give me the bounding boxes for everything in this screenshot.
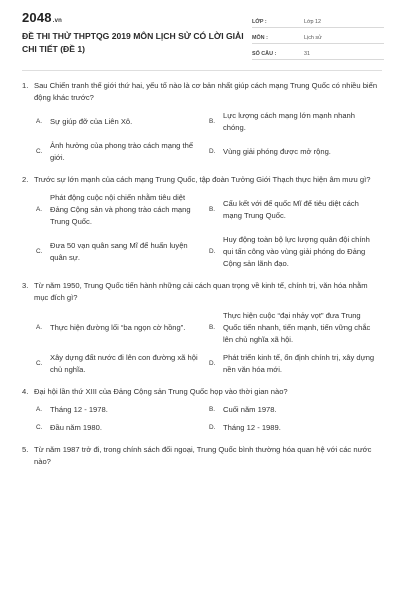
meta-row-class [252, 12, 384, 28]
option-text: Cấu kết với đế quốc Mĩ để tiêu diệt cách mạng Trung Quốc. [223, 199, 359, 220]
option-text: Tháng 12 - 1989. [223, 423, 281, 432]
option-letter: D. [209, 360, 216, 367]
logo-sub: .vn [52, 18, 63, 24]
option-text: Ảnh hưởng của phong trào cách mạng thế giới. [50, 141, 194, 162]
option-text: Huy động toàn bộ lực lượng quân đội chính qui tấn công vào vùng giải phóng do Đảng Cộng sản lãnh đạo. [223, 235, 370, 268]
option-letter: B. [209, 324, 216, 331]
meta-value: Lịch sử [304, 35, 322, 41]
option-text: Phát động cuộc nội chiến nhằm tiêu diệt Đảng Cộng sản và phong trào cách mạng Trung Quốc. [50, 193, 191, 226]
option-d[interactable] [209, 234, 382, 270]
option-d[interactable] [209, 352, 382, 376]
meta-row-subject [252, 28, 384, 44]
option-letter: A. [36, 206, 43, 213]
logo-main: 2048 [22, 10, 52, 25]
option-a[interactable] [36, 310, 209, 346]
document-title: ĐỀ THI THỬ THPTQG 2019 MÔN LỊCH SỬ CÓ LỜI GIẢI CHI TIẾT (ĐỀ 1) [22, 31, 244, 54]
question-text: Từ năm 1987 trở đi, trong chính sách đối ngoại, Trung Quốc bình thường hóa quan hệ với các nước nào? [34, 445, 372, 466]
site-logo[interactable] [22, 10, 62, 25]
option-b[interactable] [209, 404, 382, 416]
option-d[interactable] [209, 140, 382, 164]
option-text: Vùng giải phóng được mở rộng. [223, 147, 331, 156]
option-text: Đưa 50 vạn quân sang Mĩ để huấn luyện quân sự. [50, 241, 188, 262]
question-4 [22, 386, 382, 434]
question-number: 5. [22, 445, 29, 454]
option-letter: C. [36, 424, 43, 431]
option-b[interactable] [209, 110, 382, 134]
option-letter: A. [36, 118, 43, 125]
question-text: Đại hội lần thứ XIII của Đảng Cộng sản Trung Quốc họp vào thời gian nào? [34, 387, 288, 396]
question-number: 1. [22, 81, 29, 90]
meta-table [252, 12, 384, 60]
header-divider [22, 70, 382, 71]
option-a[interactable] [36, 192, 209, 228]
option-letter: C. [36, 148, 43, 155]
option-text: Phát triển kinh tế, ổn định chính trị, xây dựng nền văn hóa mới. [223, 353, 375, 374]
option-text: Lực lượng cách mạng lớn mạnh nhanh chóng. [223, 111, 355, 132]
option-letter: A. [36, 406, 43, 413]
question-text: Từ năm 1950, Trung Quốc tiến hành những cải cách quan trọng về kinh tế, chính trị, văn hóa nhằm mục đích gì? [34, 281, 368, 302]
option-text: Xây dựng đất nước đi lên con đường xã hội chủ nghĩa. [50, 353, 198, 374]
question-1 [22, 80, 382, 164]
option-letter: C. [36, 248, 43, 255]
meta-key: LỚP : [252, 19, 267, 25]
option-a[interactable] [36, 404, 209, 416]
option-d[interactable] [209, 422, 382, 434]
question-3 [22, 280, 382, 376]
question-2 [22, 174, 382, 270]
meta-value: Lớp 12 [304, 19, 322, 25]
option-c[interactable] [36, 140, 209, 164]
question-text: Sau Chiến tranh thế giới thứ hai, yếu tố nào là cơ bản nhất giúp cách mạng Trung Quốc có nhiều biến động khác trước? [34, 81, 378, 102]
question-5 [22, 444, 382, 468]
option-b[interactable] [209, 192, 382, 228]
option-b[interactable] [209, 310, 382, 346]
option-text: Đầu năm 1980. [50, 423, 102, 432]
option-a[interactable] [36, 110, 209, 134]
document-header [22, 10, 382, 72]
question-number: 2. [22, 175, 29, 184]
meta-row-count [252, 44, 384, 60]
option-letter: B. [209, 118, 216, 125]
option-c[interactable] [36, 234, 209, 270]
option-letter: B. [209, 406, 216, 413]
meta-key: MÔN : [252, 35, 268, 41]
option-c[interactable] [36, 422, 209, 434]
option-text: Sự giúp đỡ của Liên Xô. [50, 117, 133, 126]
question-text: Trước sự lớn mạnh của cách mạng Trung Quốc, tập đoàn Tưởng Giới Thạch thực hiện âm mưu gì? [34, 175, 371, 184]
option-text: Tháng 12 - 1978. [50, 405, 108, 414]
option-letter: B. [209, 206, 216, 213]
option-letter: D. [209, 248, 216, 255]
option-letter: A. [36, 324, 43, 331]
question-list [22, 80, 382, 478]
meta-value: 31 [304, 51, 310, 57]
option-letter: D. [209, 148, 216, 155]
meta-key: SỐ CÂU : [252, 51, 277, 57]
question-number: 3. [22, 281, 29, 290]
option-text: Thực hiện cuộc “đại nhảy vọt” đưa Trung Quốc tiến nhanh, tiến mạnh, tiến vững chắc lên chủ nghĩa xã hội. [223, 311, 371, 344]
option-letter: C. [36, 360, 43, 367]
question-number: 4. [22, 387, 29, 396]
option-text: Cuối năm 1978. [223, 405, 277, 414]
option-c[interactable] [36, 352, 209, 376]
option-text: Thực hiện đường lối “ba ngọn cờ hồng”. [50, 323, 186, 332]
option-letter: D. [209, 424, 216, 431]
